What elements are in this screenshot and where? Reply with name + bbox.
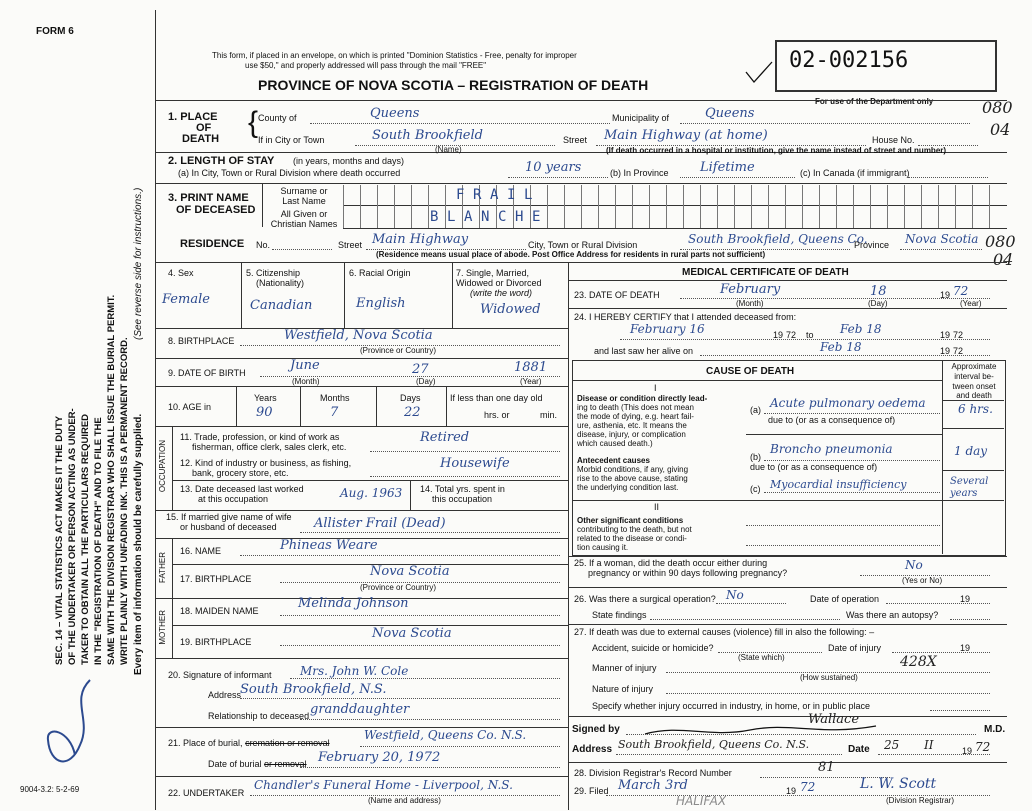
- disease-text-4: ure, asthenia, etc. It means the: [577, 421, 687, 430]
- op-date-label: Date of operation: [810, 594, 880, 604]
- dob-month: June: [290, 358, 320, 373]
- due-to-b: due to (or as a consequence of): [750, 462, 878, 472]
- given-label-1: All Given or: [280, 209, 328, 219]
- dept-code-3: 080: [985, 232, 1016, 251]
- surname-letter: R: [473, 187, 482, 203]
- interval-label-4: and death: [956, 391, 992, 400]
- name-grid-divider: [904, 185, 905, 228]
- residence-no-label: No.: [256, 240, 271, 250]
- name-grid-divider: [717, 185, 718, 228]
- burial-date-label-strike: or removal: [264, 759, 307, 769]
- check-mark-icon: [744, 60, 774, 84]
- q25-value: No: [905, 558, 923, 572]
- name-grid-divider: [632, 185, 633, 228]
- side-text-line1: SEC. 14 – VITAL STATISTICS ACT MAKES IT THE DUTY: [54, 415, 65, 665]
- side-supplied-note: Every item of information should be carefully supplied.: [133, 413, 144, 675]
- father-birthplace-caption: (Province or Country): [360, 583, 437, 592]
- dept-use-label: For use of the Department only: [815, 97, 934, 106]
- place-of-death-label-2: OF: [196, 122, 212, 134]
- antecedent-3: rise to the above cause, stating: [577, 474, 688, 483]
- certify-to-year-prefix: 19: [940, 330, 951, 340]
- name-grid-divider: [972, 185, 973, 228]
- given-letter: L: [447, 209, 456, 225]
- cause-a-value: Acute pulmonary oedema: [770, 396, 926, 410]
- sign-month: II: [924, 738, 934, 752]
- due-to-a: due to (or as a consequence of): [768, 415, 896, 425]
- surname-letters: [456, 187, 541, 203]
- birthplace-caption: (Province or Country): [360, 346, 437, 355]
- dept-code-1: 080: [982, 98, 1013, 117]
- total-years-label-2: this occupation: [432, 494, 493, 504]
- side-text-line3: TAKER TO OBTAIN ALL THE PARTICULARS REQUIRED: [80, 413, 91, 665]
- side-text-line4: IN THE "REGISTRATION OF DEATH" AND TO FILE THE: [93, 417, 104, 665]
- name-grid-divider: [768, 185, 769, 228]
- mother-maiden-label: 18. MAIDEN NAME: [180, 606, 259, 616]
- name-grid-divider: [836, 185, 837, 228]
- industry-label-1: 12. Kind of industry or business, as fishing,: [180, 458, 352, 468]
- name-grid-divider: [955, 185, 956, 228]
- marital-value: Widowed: [480, 302, 541, 317]
- disease-text-1: Disease or condition directly lead-: [577, 394, 708, 403]
- sign-year: 72: [975, 740, 991, 754]
- dob-month-caption: (Month): [292, 377, 320, 386]
- cause-b-value: Broncho pneumonia: [770, 442, 893, 456]
- sign-year-prefix: 19: [962, 746, 973, 756]
- county-label: County of: [258, 113, 297, 123]
- certify-to-date: Feb 18: [840, 322, 882, 336]
- date-of-death-year-caption: (Year): [960, 299, 982, 308]
- city-name-caption: (Name): [435, 145, 462, 154]
- state-which-caption: (State which): [738, 653, 785, 662]
- less-than-day-label: If less than one day old: [450, 393, 543, 403]
- footer-code: 9004-3.2: 5-2-69: [20, 785, 80, 794]
- registration-number-box: [775, 40, 997, 92]
- residence-note: (Residence means usual place of abode. Post Office Address for residents in rural parts not sufficient): [376, 250, 766, 259]
- residence-city-label: City, Town or Rural Division: [528, 240, 638, 250]
- citizenship-label-2: (Nationality): [256, 278, 305, 288]
- informant-sig-value: Mrs. John W. Cole: [300, 664, 409, 678]
- disease-text-6: which caused death.): [577, 439, 653, 448]
- surname-letter: I: [507, 187, 516, 203]
- undertaker-label: 22. UNDERTAKER: [168, 788, 245, 798]
- name-grid-divider: [411, 185, 412, 228]
- undertaker-value: Chandler's Funeral Home - Liverpool, N.S.: [254, 778, 513, 792]
- name-grid-divider: [666, 185, 667, 228]
- place-of-death-label-1: 1. PLACE: [168, 111, 218, 123]
- residence-province: Nova Scotia: [905, 232, 979, 246]
- municipality-value: Queens: [705, 106, 755, 121]
- injury-year-prefix: 19: [960, 643, 971, 653]
- dob-day-caption: (Day): [416, 377, 436, 386]
- mother-maiden-value: Melinda Johnson: [298, 596, 409, 611]
- father-birthplace-label: 17. BIRTHPLACE: [180, 574, 252, 584]
- given-letter: H: [515, 209, 524, 225]
- name-grid-divider: [819, 185, 820, 228]
- father-birthplace-value: Nova Scotia: [370, 564, 450, 579]
- name-grid-divider: [564, 185, 565, 228]
- registrar-caption: (Division Registrar): [886, 796, 955, 805]
- place-of-death-label-3: DEATH: [182, 133, 220, 145]
- sign-day: 25: [884, 738, 900, 752]
- father-name-label: 16. NAME: [180, 546, 222, 556]
- state-findings-label: State findings: [592, 610, 647, 620]
- dept-code-4: 04: [993, 250, 1014, 269]
- side-reverse-note: (See reverse side for instructions.): [133, 187, 144, 340]
- q25-line-1: 25. If a woman, did the death occur either during: [574, 558, 768, 568]
- name-grid-divider: [734, 185, 735, 228]
- margin-scribble: [30, 670, 110, 780]
- mother-birthplace-value: Nova Scotia: [372, 626, 452, 641]
- father-name-value: Phineas Weare: [280, 538, 378, 553]
- occupation-side-label: OCCUPATION: [158, 440, 167, 493]
- name-deceased-label-1: 3. PRINT NAME: [168, 192, 249, 204]
- mother-side-label: MOTHER: [158, 610, 167, 645]
- signed-label: Signed by: [572, 724, 620, 735]
- cause-header: CAUSE OF DEATH: [706, 366, 795, 377]
- antecedent-4: the underlying condition last.: [577, 483, 679, 492]
- burial-place-label: [168, 738, 330, 748]
- racial-value: English: [356, 296, 406, 311]
- marital-label-1: 7. Single, Married,: [456, 268, 530, 278]
- cause-b-interval: 1 day: [954, 444, 988, 458]
- father-side-label: FATHER: [158, 552, 167, 583]
- date-of-death-month: February: [720, 282, 781, 297]
- dob-year-caption: (Year): [520, 377, 542, 386]
- burial-date-label-text: Date of burial: [208, 759, 262, 769]
- surname-letter: L: [524, 187, 533, 203]
- industry-value: Housewife: [440, 456, 510, 471]
- stay-b-label: (b) In Province: [610, 168, 669, 178]
- informant-relationship-label: Relationship to deceased: [208, 711, 310, 721]
- municipality-label: Municipality of: [612, 113, 670, 123]
- q25-line-2: pregnancy or within 90 days following pregnancy?: [588, 568, 788, 578]
- given-letter: A: [464, 209, 473, 225]
- cause-c-interval: Several years: [950, 476, 989, 499]
- informant-address-value: South Brookfield, N.S.: [240, 682, 387, 697]
- last-worked-value: Aug. 1963: [340, 486, 403, 500]
- date-of-death-day-caption: (Day): [868, 299, 888, 308]
- q26-value: No: [726, 588, 744, 602]
- county-value: Queens: [370, 106, 420, 121]
- name-grid-divider: [581, 185, 582, 228]
- age-months-value: 7: [330, 405, 339, 420]
- other-conditions-2: contributing to the death, but not: [577, 525, 692, 534]
- residence-street-label: Street: [338, 240, 363, 250]
- q29-value: March 3rd: [618, 778, 688, 793]
- sign-address-value: South Brookfield, Queens Co. N.S.: [618, 738, 810, 751]
- given-letter: E: [532, 209, 541, 225]
- sex-label: 4. Sex: [168, 268, 194, 278]
- cause-a-label: (a): [750, 405, 761, 415]
- section-i: I: [654, 383, 657, 393]
- q29-label: 29. Filed: [574, 786, 609, 796]
- trade-label-1: 11. Trade, profession, or kind of work as: [180, 432, 340, 442]
- stay-b-value: Lifetime: [700, 160, 755, 175]
- birthplace-label: 8. BIRTHPLACE: [168, 336, 235, 346]
- surname-label-1: Surname or: [280, 186, 328, 196]
- cause-b-label: (b): [750, 452, 761, 462]
- side-text-line2: OF THE UNDERTAKER OR PERSON ACTING AS UNDER-: [67, 408, 78, 665]
- given-letter: B: [430, 209, 439, 225]
- name-grid-divider: [343, 185, 344, 228]
- burial-place-label-text: 21. Place of burial,: [168, 738, 243, 748]
- antecedent-2: Morbid conditions, if any, giving: [577, 465, 689, 474]
- name-deceased-label-2: OF DECEASED: [176, 204, 256, 216]
- cause-a-interval: 6 hrs.: [958, 402, 993, 416]
- name-grid-divider: [700, 185, 701, 228]
- nature-label: Nature of injury: [592, 684, 654, 694]
- undertaker-caption: (Name and address): [368, 796, 441, 805]
- birthplace-value: Westfield, Nova Scotia: [284, 328, 433, 343]
- date-of-death-day: 18: [870, 284, 887, 299]
- name-grid-divider: [870, 185, 871, 228]
- certify-to-year: 72: [953, 330, 964, 340]
- name-grid-divider: [683, 185, 684, 228]
- name-grid-divider: [394, 185, 395, 228]
- spouse-value: Allister Frail (Dead): [314, 516, 446, 531]
- q29-year-prefix: 19: [786, 786, 797, 796]
- given-label-2: Christian Names: [270, 219, 338, 229]
- disease-text-5: disease, injury, or complication: [577, 430, 686, 439]
- how-sustained-caption: (How sustained): [800, 673, 858, 682]
- industry-label-2: bank, grocery store, etc.: [192, 468, 289, 478]
- age-days-value: 22: [404, 405, 421, 420]
- burial-date-value: February 20, 1972: [318, 750, 441, 765]
- side-text-line6: WRITE PLAINLY WITH UNFADING INK. THIS IS A PERMANENT RECORD.: [119, 337, 130, 665]
- last-saw-year: 72: [953, 346, 964, 356]
- specify-label: Specify whether injury occurred in industry, in home, or in public place: [592, 701, 870, 711]
- citizenship-value: Canadian: [250, 298, 313, 313]
- name-grid-divider: [751, 185, 752, 228]
- date-of-death-year: 72: [953, 284, 969, 298]
- other-conditions-4: tion causing it.: [577, 543, 629, 552]
- dob-label: 9. DATE OF BIRTH: [168, 368, 246, 378]
- q29-year: 72: [800, 780, 816, 794]
- q28-label: 28. Division Registrar's Record Number: [574, 768, 732, 778]
- surname-label-2: Last Name: [282, 196, 326, 206]
- date-of-death-year-prefix: 19: [940, 290, 951, 300]
- side-text-line5: SAME WITH THE DIVISION REGISTRAR WHO SHALL ISSUE THE BURIAL PERMIT.: [106, 294, 117, 665]
- hospital-note: (If death occurred in a hospital or institution, give the name instead of street and number): [606, 146, 947, 155]
- name-grid-divider: [615, 185, 616, 228]
- dob-day: 27: [412, 362, 429, 377]
- form-notice-1: This form, if placed in an envelope, on which is printed "Dominion Statistics - Free, penalty for improper: [212, 51, 577, 60]
- op-year-prefix: 19: [960, 594, 971, 604]
- spouse-label-2: or husband of deceased: [180, 522, 277, 532]
- informant-sig-label: 20. Signature of informant: [168, 670, 272, 680]
- given-letter: C: [498, 209, 507, 225]
- name-grid-divider: [649, 185, 650, 228]
- burial-place-label-strike: cremation or removal: [245, 738, 330, 748]
- burial-date-label: [208, 759, 307, 769]
- total-years-label-1: 14. Total yrs. spent in: [420, 484, 505, 494]
- page-title: PROVINCE OF NOVA SCOTIA – REGISTRATION OF DEATH: [258, 77, 649, 93]
- sign-date-label: Date: [848, 744, 870, 755]
- street-label: Street: [563, 135, 588, 145]
- name-grid-divider: [853, 185, 854, 228]
- manner-label: Manner of injury: [592, 663, 657, 673]
- medical-header: MEDICAL CERTIFICATE OF DEATH: [682, 267, 849, 278]
- injury-date-label: Date of injury: [828, 643, 882, 653]
- name-grid-divider: [360, 185, 361, 228]
- given-letters: [430, 209, 549, 225]
- q28-value: 81: [818, 760, 835, 775]
- last-worked-label-2: at this occupation: [198, 494, 269, 504]
- date-of-death-month-caption: (Month): [736, 299, 764, 308]
- length-of-stay-sub: (in years, months and days): [293, 156, 405, 166]
- marital-label-3: (write the word): [470, 288, 533, 298]
- age-months-label: Months: [320, 393, 350, 403]
- dob-year: 1881: [514, 360, 548, 375]
- interval-label-3: tween onset: [952, 382, 996, 391]
- length-of-stay-label: 2. LENGTH OF STAY: [168, 155, 275, 167]
- name-grid-divider: [802, 185, 803, 228]
- marital-label-2: Widowed or Divorced: [456, 278, 542, 288]
- registrar-signature: L. W. Scott: [860, 776, 937, 792]
- q26-label: 26. Was there a surgical operation?: [574, 594, 716, 604]
- city-value: South Brookfield: [372, 128, 483, 143]
- given-letter: N: [481, 209, 490, 225]
- trade-label-2: fisherman, office clerk, sales clerk, etc.: [192, 442, 347, 452]
- surname-letter: F: [456, 187, 465, 203]
- disease-text-2: ing to death (This does not mean: [577, 403, 694, 412]
- name-grid-divider: [938, 185, 939, 228]
- q27-label: 27. If death was due to external causes (violence) fill in also the following: –: [574, 627, 875, 637]
- residence-city: South Brookfield, Queens Co.: [688, 232, 868, 246]
- informant-relationship-value: granddaughter: [310, 702, 410, 717]
- age-years-label: Years: [254, 393, 277, 403]
- age-years-value: 90: [256, 405, 273, 420]
- sex-value: Female: [162, 292, 210, 307]
- name-grid-divider: [785, 185, 786, 228]
- stay-a-value: 10 years: [525, 160, 582, 175]
- accident-label: Accident, suicide or homicide?: [592, 643, 714, 653]
- disease-text-3: the mode of dying, e.g. heart fail-: [577, 412, 694, 421]
- house-number-label: House No.: [872, 135, 915, 145]
- citizenship-label-1: 5. Citizenship: [246, 268, 301, 278]
- street-value: Main Highway (at home): [604, 128, 768, 143]
- name-grid-divider: [428, 185, 429, 228]
- cause-c-label: (c): [750, 484, 761, 494]
- informant-address-label: Address: [208, 690, 242, 700]
- other-conditions-1: Other significant conditions: [577, 516, 684, 525]
- name-grid-divider: [598, 185, 599, 228]
- stay-c-label: (c) In Canada (if immigrant): [800, 168, 910, 178]
- certify-label: 24. I HEREBY CERTIFY that I attended deceased from:: [574, 312, 797, 322]
- trade-value: Retired: [420, 430, 470, 445]
- certify-to-label: to: [806, 330, 814, 340]
- racial-label: 6. Racial Origin: [349, 268, 411, 278]
- min-label: min.: [540, 410, 558, 420]
- halifax-stamp: HALIFAX: [676, 794, 727, 808]
- q25-caption: (Yes or No): [902, 576, 943, 585]
- dept-code-2: 04: [990, 120, 1011, 139]
- hrs-label: hrs. or: [484, 410, 510, 420]
- interval-label-2: interval be-: [954, 372, 994, 381]
- md-label: M.D.: [984, 724, 1006, 735]
- certify-from-year-prefix: 19: [773, 330, 784, 340]
- autopsy-label: Was there an autopsy?: [846, 610, 939, 620]
- residence-street: Main Highway: [372, 232, 469, 247]
- residence-label: RESIDENCE: [180, 238, 245, 250]
- antecedent-1: Antecedent causes: [577, 456, 650, 465]
- last-worked-label-1: 13. Date deceased last worked: [180, 484, 304, 494]
- certify-from-date: February 16: [630, 322, 705, 336]
- spouse-label-1: 15. If married give name of wife: [166, 512, 292, 522]
- name-grid-divider: [377, 185, 378, 228]
- burial-place-value: Westfield, Queens Co. N.S.: [364, 728, 527, 742]
- city-label: If in City or Town: [258, 135, 325, 145]
- date-of-death-label: 23. DATE OF DEATH: [574, 290, 660, 300]
- manner-code: 428X: [900, 654, 937, 670]
- form-notice-2: use $50," and properly addressed will pass through the mail "FREE": [245, 61, 487, 70]
- interval-label-1: Approximate: [951, 362, 997, 371]
- stay-a-label: (a) In City, Town or Rural Division where death occurred: [178, 168, 401, 178]
- other-conditions-3: related to the disease or condi-: [577, 534, 687, 543]
- last-saw-year-prefix: 19: [940, 346, 951, 356]
- section-ii: II: [654, 502, 660, 512]
- age-days-label: Days: [400, 393, 421, 403]
- registration-number: 02-002156: [789, 48, 909, 73]
- name-grid-divider: [887, 185, 888, 228]
- last-saw-label: and last saw her alive on: [594, 346, 694, 356]
- name-grid-divider: [989, 185, 990, 228]
- surname-letter: A: [490, 187, 499, 203]
- signed-value: Wallace: [808, 712, 860, 727]
- age-label: 10. AGE in: [168, 402, 212, 412]
- form-label: FORM 6: [36, 26, 74, 37]
- last-saw-value: Feb 18: [820, 340, 862, 354]
- mother-birthplace-label: 19. BIRTHPLACE: [180, 637, 252, 647]
- name-grid-divider: [921, 185, 922, 228]
- residence-province-label: Province: [854, 240, 890, 250]
- certify-from-year: 72: [786, 330, 797, 340]
- sign-address-label: Address: [572, 744, 613, 755]
- cause-c-value: Myocardial insufficiency: [770, 478, 907, 491]
